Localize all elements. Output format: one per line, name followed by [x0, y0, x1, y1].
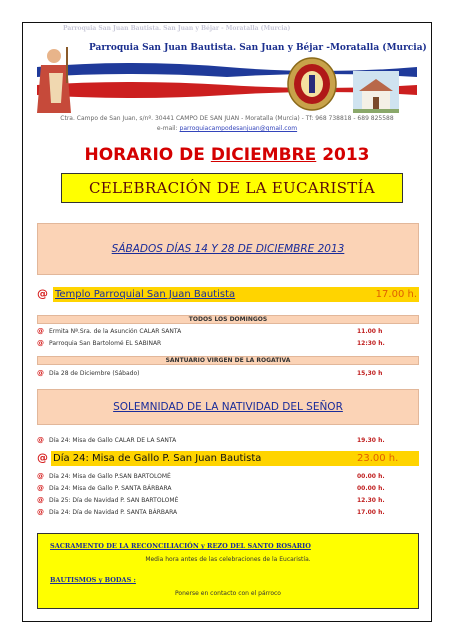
- featured-label: Día 24: Misa de Gallo P. San Juan Bautista: [51, 451, 359, 466]
- templo-time: 17.00 h.: [357, 287, 419, 302]
- nativity-row-2: [37, 473, 419, 483]
- spiral-bullet-icon: @: [37, 451, 48, 464]
- templo-label: Templo Parroquial San Juan Bautista: [53, 287, 375, 302]
- nativity-label-5: Día 24: Día de Navidad P. SANTA BÁRBARA: [49, 509, 178, 516]
- schedule-page: [22, 22, 432, 622]
- sunday-time-1: 11.00 h: [357, 328, 383, 335]
- baptism-heading: BAUTISMOS y BODAS :: [50, 576, 136, 584]
- templo-row: [37, 287, 419, 303]
- title-month: DICIEMBRE: [210, 145, 317, 165]
- sanctuary-time: 15,30 h: [357, 370, 383, 377]
- sanctuary-label: Día 28 de Diciembre (Sábado): [49, 370, 140, 377]
- sunday-time-2: 12:30 h.: [357, 340, 385, 347]
- nativity-row-4: [37, 497, 419, 507]
- nativity-time-2: 00.00 h.: [357, 473, 385, 480]
- sunday-label-2: Parroquia San Bartolomé EL SABINAR: [49, 340, 162, 347]
- sanctuary-row: [37, 370, 419, 380]
- spiral-bullet-icon: @: [37, 287, 48, 300]
- title-year: 2013: [322, 145, 370, 165]
- address-line: Ctra. Campo de San Juan, s/nº. 30441 CAMPO DE SAN JUAN - Moratalla (Murcia) - Tf: 968 738818 - 689 825588: [60, 115, 394, 122]
- spiral-bullet-icon: @: [37, 327, 44, 335]
- baptism-text: Ponerse en contacto con el párroco: [175, 590, 281, 597]
- faint-header-text: Parroquia San Juan Bautista. San Juan y Béjar - Moratalla (Murcia): [63, 25, 291, 32]
- sanctuary-heading: SANTUARIO VIRGEN DE LA ROGATIVA: [37, 356, 419, 365]
- reconciliation-text: Media hora antes de las celebraciones de la Eucaristía.: [145, 556, 311, 563]
- spiral-bullet-icon: @: [37, 339, 44, 347]
- sunday-label-1: Ermita Nª.Sra. de la Asunción CALAR SANTA: [49, 328, 182, 335]
- email-link[interactable]: parroquiacampodesanjuan@gmail.com: [179, 125, 298, 132]
- saturdays-text: SÁBADOS DÍAS 14 Y 28 DE DICIEMBRE 2013: [111, 243, 345, 255]
- page-title: [23, 145, 431, 165]
- sunday-row-1: [37, 328, 419, 338]
- church-image: [353, 71, 399, 113]
- parish-name: Parroquia San Juan Bautista. San Juan y Béjar -Moratalla (Murcia): [89, 41, 365, 56]
- spiral-bullet-icon: @: [37, 496, 44, 504]
- nativity-row-5: [37, 509, 419, 519]
- nativity-time-3: 00.00 h.: [357, 485, 385, 492]
- footer-box: [37, 533, 419, 609]
- spiral-bullet-icon: @: [37, 508, 44, 516]
- nativity-time-1: 19.30 h.: [357, 437, 385, 444]
- nativity-time-4: 12.30 h.: [357, 497, 385, 504]
- featured-time: 23.00 h.: [357, 451, 419, 466]
- nativity-time-5: 17.00 h.: [357, 509, 385, 516]
- title-prefix: HORARIO DE: [84, 145, 205, 165]
- nativity-label-2: Día 24: Misa de Gallo P.SAN BARTOLOMÉ: [49, 473, 171, 480]
- email-label: e-mail:: [156, 125, 178, 132]
- parish-seal: [287, 57, 337, 111]
- reconciliation-heading: SACRAMENTO DE LA RECONCILIACIÓN y REZO DEL SANTO ROSARIO: [50, 542, 311, 550]
- sunday-row-2: [37, 340, 419, 350]
- saint-image: [37, 43, 75, 115]
- saturdays-banner: [37, 223, 419, 275]
- celebration-banner: CELEBRACIÓN DE LA EUCARISTÍA: [61, 173, 403, 203]
- nativity-banner: [37, 389, 419, 425]
- nativity-row-1: [37, 437, 419, 447]
- nativity-label-4: Día 25: Día de Navidad P. SAN BARTOLOMÉ: [49, 497, 179, 504]
- nativity-row-3: [37, 485, 419, 495]
- spiral-bullet-icon: @: [37, 472, 44, 480]
- nativity-heading: SOLEMNIDAD DE LA NATIVIDAD DEL SEÑOR: [113, 401, 343, 413]
- spiral-bullet-icon: @: [37, 436, 44, 444]
- sundays-heading: TODOS LOS DOMINGOS: [37, 315, 419, 324]
- featured-row: [37, 451, 419, 467]
- nativity-label-3: Día 24: Misa de Gallo P. SANTA BÁRBARA: [49, 485, 172, 492]
- header: [23, 23, 431, 131]
- email-line: [23, 125, 431, 132]
- nativity-label-1: Día 24: Misa de Gallo CALAR DE LA SANTA: [49, 437, 177, 444]
- spiral-bullet-icon: @: [37, 484, 44, 492]
- spiral-bullet-icon: @: [37, 369, 44, 377]
